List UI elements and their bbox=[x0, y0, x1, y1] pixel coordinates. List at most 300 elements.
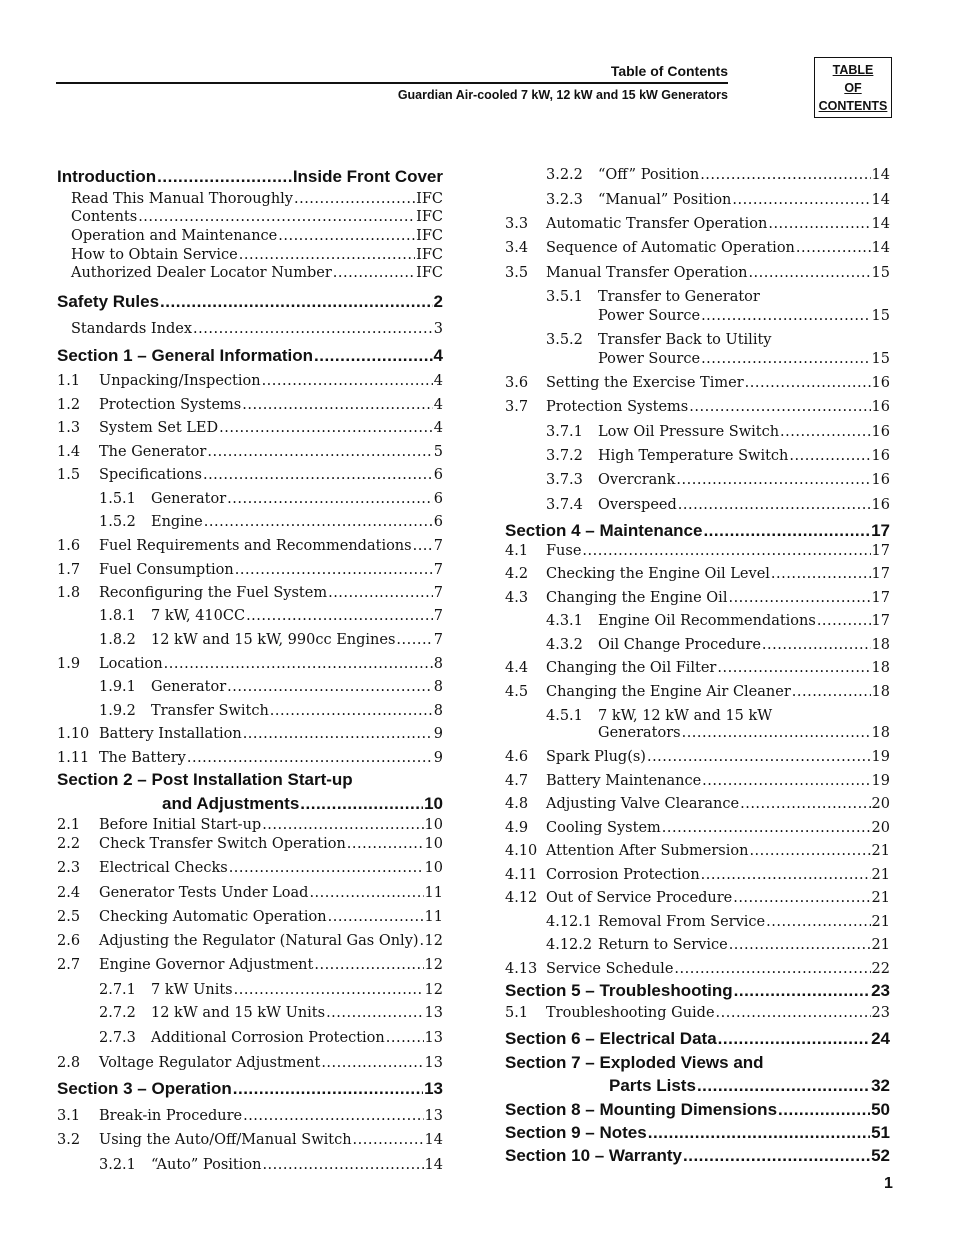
toc-entry-page: 23 bbox=[871, 981, 890, 1000]
dot-leader bbox=[314, 957, 423, 973]
toc-entry-number: 2.7 bbox=[57, 957, 81, 973]
dot-leader bbox=[717, 660, 870, 676]
toc-entry-page: 16 bbox=[871, 448, 890, 464]
toc-entry-label: Section 5 – Troubleshooting bbox=[505, 981, 733, 1000]
toc-entry-number: 1.1 bbox=[57, 373, 81, 389]
dot-leader bbox=[243, 726, 433, 742]
toc-entry bbox=[505, 399, 890, 415]
toc-entry-page: 12 bbox=[424, 957, 443, 973]
toc-entry-number: 2.5 bbox=[57, 909, 81, 925]
toc-entry-label: Parts Lists bbox=[609, 1076, 696, 1095]
toc-entry bbox=[57, 1055, 443, 1071]
toc-entry-label: Fuel Consumption bbox=[99, 562, 234, 578]
toc-section-entry bbox=[505, 1029, 890, 1049]
toc-entry bbox=[505, 216, 890, 232]
toc-entry-label: Out of Service Procedure bbox=[546, 890, 733, 906]
dot-leader bbox=[413, 538, 433, 554]
toc-entry-page: 17 bbox=[871, 566, 890, 582]
toc-entry-page: 3 bbox=[433, 321, 443, 337]
toc-entry-label: Fuse bbox=[546, 543, 582, 559]
toc-entry bbox=[99, 632, 443, 648]
dot-leader bbox=[734, 981, 870, 1001]
toc-entry-label: Return to Service bbox=[598, 937, 728, 953]
dot-leader bbox=[229, 860, 424, 876]
dot-leader bbox=[674, 961, 870, 977]
toc-entry-label: Engine Governor Adjustment bbox=[99, 957, 314, 973]
header-rule bbox=[56, 82, 728, 84]
toc-entry-number: 1.9.2 bbox=[99, 703, 136, 719]
dot-leader bbox=[420, 933, 424, 949]
toc-entry bbox=[57, 817, 443, 833]
toc-entry bbox=[57, 467, 443, 483]
toc-entry-page: 10 bbox=[424, 836, 443, 852]
toc-entry-label: Protection Systems bbox=[546, 399, 689, 415]
toc-entry-page: 16 bbox=[871, 497, 890, 513]
toc-entry-page: 19 bbox=[871, 749, 890, 765]
toc-entry-label: Additional Corrosion Protection bbox=[151, 1030, 385, 1046]
tab-line-1: TABLE bbox=[832, 62, 874, 77]
dot-leader bbox=[227, 679, 433, 695]
toc-section-entry bbox=[505, 1146, 890, 1166]
toc-entry-label: Service Schedule bbox=[546, 961, 674, 977]
toc-entry bbox=[99, 491, 443, 507]
toc-entry-label: System Set LED bbox=[99, 420, 219, 436]
toc-entry-page: 24 bbox=[871, 1029, 890, 1048]
toc-entry-page: 4 bbox=[433, 373, 443, 389]
toc-entry bbox=[57, 909, 443, 925]
toc-entry-number: 5.1 bbox=[505, 1005, 529, 1021]
toc-entry-label: Specifications bbox=[99, 467, 202, 483]
toc-entry-page: 13 bbox=[424, 1108, 443, 1124]
toc-entry-label: The Generator bbox=[99, 444, 207, 460]
toc-entry-label: Reconfiguring the Fuel System bbox=[99, 585, 328, 601]
toc-entry-label: Check Transfer Switch Operation bbox=[99, 836, 346, 852]
dot-leader bbox=[702, 773, 870, 789]
toc-entry bbox=[546, 448, 890, 464]
toc-entry bbox=[57, 538, 443, 554]
toc-entry-page: 18 bbox=[871, 684, 890, 700]
toc-entry-page: 15 bbox=[871, 265, 890, 281]
toc-entry-label: Section 7 – Exploded Views and bbox=[505, 1053, 764, 1072]
toc-entry-page: 21 bbox=[871, 890, 890, 906]
toc-entry bbox=[546, 637, 890, 653]
toc-entry-number: 3.7.2 bbox=[546, 448, 583, 464]
toc-entry-label: Transfer to Generator bbox=[598, 289, 760, 305]
toc-entry bbox=[505, 773, 890, 789]
toc-entry-number: 2.3 bbox=[57, 860, 81, 876]
dot-leader bbox=[817, 613, 871, 629]
toc-section-entry bbox=[57, 770, 443, 790]
toc-entry-label: and Adjustments bbox=[162, 794, 300, 813]
toc-entry bbox=[57, 836, 443, 852]
toc-entry-number: 3.2 bbox=[57, 1132, 81, 1148]
toc-entry-page: IFC bbox=[416, 209, 443, 225]
dot-leader bbox=[326, 1005, 423, 1021]
dot-leader bbox=[682, 725, 871, 741]
dot-leader bbox=[262, 1157, 423, 1173]
toc-entry bbox=[99, 1005, 443, 1021]
toc-entry-page: 8 bbox=[433, 656, 443, 672]
toc-entry-number: 3.5.2 bbox=[546, 332, 583, 348]
toc-entry-number: 2.7.3 bbox=[99, 1030, 136, 1046]
toc-entry-number: 4.4 bbox=[505, 660, 529, 676]
toc-entry bbox=[505, 1005, 890, 1021]
toc-entry-number: 4.12.1 bbox=[546, 914, 593, 930]
toc-entry bbox=[546, 613, 890, 629]
toc-entry-number: 4.2 bbox=[505, 566, 529, 582]
toc-entry-page: 7 bbox=[433, 585, 443, 601]
toc-entry bbox=[546, 497, 890, 513]
toc-entry bbox=[99, 1030, 443, 1046]
toc-entry-label: Voltage Regulator Adjustment bbox=[99, 1055, 321, 1071]
toc-entry-number: 1.3 bbox=[57, 420, 81, 436]
dot-leader bbox=[243, 1108, 423, 1124]
toc-entry-number: 4.5 bbox=[505, 684, 529, 700]
toc-entry bbox=[57, 397, 443, 413]
toc-entry bbox=[71, 209, 443, 225]
toc-entry-number: 4.8 bbox=[505, 796, 529, 812]
toc-entry-page: 7 bbox=[433, 632, 443, 648]
toc-entry-number: 4.12 bbox=[505, 890, 538, 906]
toc-entry-label: Protection Systems bbox=[99, 397, 242, 413]
toc-entry-label: Power Source bbox=[598, 308, 701, 324]
toc-entry-label: Operation and Maintenance bbox=[71, 228, 278, 244]
toc-entry-page: 14 bbox=[871, 192, 890, 208]
dot-leader bbox=[278, 228, 415, 244]
toc-entry-page: 11 bbox=[424, 909, 443, 925]
toc-entry bbox=[546, 192, 890, 208]
toc-entry-number: 3.5.1 bbox=[546, 289, 583, 305]
toc-entry-label: “Off” Position bbox=[598, 167, 700, 183]
dot-leader bbox=[740, 796, 870, 812]
toc-entry-page: 16 bbox=[871, 424, 890, 440]
dot-leader bbox=[233, 1079, 423, 1099]
toc-entry-label: How to Obtain Service bbox=[71, 247, 238, 263]
toc-entry-page: 4 bbox=[433, 346, 443, 365]
toc-entry-page: 17 bbox=[871, 613, 890, 629]
toc-entry bbox=[505, 566, 890, 582]
toc-entry-page: 11 bbox=[424, 885, 443, 901]
tab-line-3: CONTENTS bbox=[818, 98, 888, 113]
dot-leader bbox=[262, 817, 423, 833]
dot-leader bbox=[768, 216, 870, 232]
toc-entry-page: 13 bbox=[424, 1055, 443, 1071]
toc-entry-number: 2.7.2 bbox=[99, 1005, 136, 1021]
dot-leader bbox=[242, 397, 433, 413]
toc-entry bbox=[57, 885, 443, 901]
toc-section-entry bbox=[505, 1100, 890, 1120]
toc-entry-page: 16 bbox=[871, 399, 890, 415]
toc-entry-page: 12 bbox=[424, 933, 443, 949]
toc-entry-page: 8 bbox=[433, 703, 443, 719]
toc-entry-number: 2.6 bbox=[57, 933, 81, 949]
dot-leader bbox=[396, 632, 432, 648]
toc-entry-label: “Auto” Position bbox=[151, 1157, 262, 1173]
toc-entry-page: 17 bbox=[871, 590, 890, 606]
toc-entry-page: 5 bbox=[433, 444, 443, 460]
toc-entry-label: Adjusting the Regulator (Natural Gas Only) bbox=[99, 933, 419, 949]
toc-entry bbox=[505, 543, 890, 559]
toc-entry-number: 1.5.1 bbox=[99, 491, 136, 507]
toc-entry bbox=[71, 321, 443, 337]
toc-entry-number: 3.5 bbox=[505, 265, 529, 281]
toc-section-entry bbox=[505, 1053, 890, 1073]
dot-leader bbox=[683, 1146, 870, 1166]
toc-entry bbox=[505, 749, 890, 765]
dot-leader bbox=[780, 424, 871, 440]
toc-entry-page: 2 bbox=[433, 292, 443, 311]
toc-entry bbox=[505, 265, 890, 281]
toc-entry-label: Battery Maintenance bbox=[546, 773, 702, 789]
toc-entry-label: Removal From Service bbox=[598, 914, 766, 930]
dot-leader bbox=[762, 637, 871, 653]
section-tab-box bbox=[814, 57, 892, 118]
toc-entry-page: 23 bbox=[871, 1005, 890, 1021]
toc-entry bbox=[546, 472, 890, 488]
toc-entry bbox=[57, 562, 443, 578]
toc-entry-page: 16 bbox=[871, 472, 890, 488]
toc-entry-page: 14 bbox=[424, 1132, 443, 1148]
toc-entry-number: 3.6 bbox=[505, 375, 529, 391]
toc-entry bbox=[505, 590, 890, 606]
toc-entry bbox=[598, 351, 890, 367]
toc-entry-number: 4.6 bbox=[505, 749, 529, 765]
toc-entry-number: 4.3.1 bbox=[546, 613, 583, 629]
toc-entry-page: IFC bbox=[416, 191, 443, 207]
toc-entry-number: 4.7 bbox=[505, 773, 529, 789]
toc-entry bbox=[71, 228, 443, 244]
toc-entry-page: 10 bbox=[424, 817, 443, 833]
toc-entry bbox=[505, 684, 890, 700]
toc-entry-label: Power Source bbox=[598, 351, 701, 367]
toc-entry-label: Checking the Engine Oil Level bbox=[546, 566, 770, 582]
toc-entry-page: 21 bbox=[871, 937, 890, 953]
toc-entry bbox=[505, 240, 890, 256]
toc-entry bbox=[57, 1108, 443, 1124]
toc-entry-label: Changing the Engine Air Cleaner bbox=[546, 684, 791, 700]
toc-entry bbox=[505, 796, 890, 812]
toc-entry bbox=[505, 890, 890, 906]
toc-entry-label: Oil Change Procedure bbox=[598, 637, 761, 653]
toc-entry-label: 7 kW, 410CC bbox=[151, 608, 246, 624]
toc-entry-label: Section 8 – Mounting Dimensions bbox=[505, 1100, 778, 1119]
toc-entry-page: 15 bbox=[871, 351, 890, 367]
toc-entry-page: 18 bbox=[871, 637, 890, 653]
toc-entry bbox=[57, 420, 443, 436]
dot-leader bbox=[207, 444, 432, 460]
toc-entry-page: 20 bbox=[871, 820, 890, 836]
dot-leader bbox=[745, 375, 871, 391]
toc-entry-label: Introduction bbox=[57, 167, 157, 186]
toc-section-entry bbox=[57, 1079, 443, 1099]
toc-entry-number: 1.7 bbox=[57, 562, 81, 578]
toc-entry-number: 3.1 bbox=[57, 1108, 81, 1124]
dot-leader bbox=[164, 656, 433, 672]
dot-leader bbox=[160, 292, 432, 312]
toc-entry-number: 4.5.1 bbox=[546, 708, 583, 724]
toc-entry-page: 9 bbox=[433, 750, 443, 766]
dot-leader bbox=[204, 514, 433, 530]
toc-entry bbox=[598, 308, 890, 324]
tab-line-2: OF bbox=[844, 80, 862, 95]
toc-entry-page: 19 bbox=[871, 773, 890, 789]
toc-entry bbox=[505, 375, 890, 391]
toc-entry bbox=[505, 660, 890, 676]
dot-leader bbox=[648, 1123, 870, 1143]
toc-entry-number: 3.7.1 bbox=[546, 424, 583, 440]
toc-entry-page: 13 bbox=[424, 1005, 443, 1021]
toc-entry-label: Read This Manual Thoroughly bbox=[71, 191, 293, 207]
dot-leader bbox=[718, 1029, 870, 1049]
toc-entry-page: IFC bbox=[416, 247, 443, 263]
toc-entry-page: 21 bbox=[871, 843, 890, 859]
toc-entry bbox=[505, 961, 890, 977]
toc-entry-label: Cooling System bbox=[546, 820, 661, 836]
dot-leader bbox=[701, 867, 871, 883]
dot-leader bbox=[328, 585, 433, 601]
toc-entry-number: 4.11 bbox=[505, 867, 538, 883]
toc-entry-number: 2.1 bbox=[57, 817, 81, 833]
toc-entry-label: Section 9 – Notes bbox=[505, 1123, 647, 1142]
dot-leader bbox=[138, 209, 415, 225]
toc-entry bbox=[57, 860, 443, 876]
toc-entry-page: 4 bbox=[433, 420, 443, 436]
dot-leader bbox=[789, 448, 870, 464]
toc-entry-number: 3.4 bbox=[505, 240, 529, 256]
toc-entry-label: Transfer Switch bbox=[151, 703, 269, 719]
toc-entry-number: 4.3 bbox=[505, 590, 529, 606]
dot-leader bbox=[703, 521, 870, 541]
toc-entry-page: 8 bbox=[433, 679, 443, 695]
toc-entry-label: Generator bbox=[151, 491, 227, 507]
toc-entry bbox=[505, 867, 890, 883]
dot-leader bbox=[294, 191, 415, 207]
dot-leader bbox=[321, 1055, 423, 1071]
toc-entry bbox=[546, 167, 890, 183]
toc-section-entry bbox=[57, 167, 443, 187]
toc-entry-label: Section 6 – Electrical Data bbox=[505, 1029, 717, 1048]
toc-entry-number: 1.8.2 bbox=[99, 632, 136, 648]
toc-entry bbox=[71, 265, 443, 281]
dot-leader bbox=[227, 491, 433, 507]
toc-entry bbox=[57, 585, 443, 601]
toc-entry-number: 1.4 bbox=[57, 444, 81, 460]
toc-entry-label: Fuel Requirements and Recommendations bbox=[99, 538, 412, 554]
toc-entry-number: 1.10 bbox=[57, 726, 90, 742]
toc-entry-number: 4.10 bbox=[505, 843, 538, 859]
toc-entry-label: Changing the Engine Oil bbox=[546, 590, 728, 606]
dot-leader bbox=[728, 590, 870, 606]
toc-entry-page: 13 bbox=[424, 1030, 443, 1046]
toc-entry-page: 6 bbox=[433, 467, 443, 483]
dot-leader bbox=[193, 321, 433, 337]
dot-leader bbox=[700, 167, 870, 183]
toc-entry-label: Standards Index bbox=[71, 321, 193, 337]
toc-section-entry bbox=[505, 1123, 890, 1143]
toc-entry bbox=[546, 332, 890, 348]
toc-entry-number: 3.7 bbox=[505, 399, 529, 415]
toc-entry-label: Section 2 – Post Installation Start-up bbox=[57, 770, 353, 789]
toc-entry-number: 2.2 bbox=[57, 836, 81, 852]
dot-leader bbox=[333, 265, 415, 281]
toc-entry bbox=[57, 957, 443, 973]
toc-entry-number: 1.8 bbox=[57, 585, 81, 601]
toc-entry-label: Spark Plug(s) bbox=[546, 749, 646, 765]
toc-entry-page: 10 bbox=[424, 794, 443, 813]
toc-entry-label: Authorized Dealer Locator Number bbox=[71, 265, 332, 281]
dot-leader bbox=[732, 192, 870, 208]
toc-entry-label: Adjusting Valve Clearance bbox=[546, 796, 740, 812]
toc-section-entry bbox=[57, 292, 443, 312]
toc-entry-label: Corrosion Protection bbox=[546, 867, 700, 883]
toc-entry-label: 7 kW, 12 kW and 15 kW bbox=[598, 708, 773, 724]
dot-leader bbox=[771, 566, 871, 582]
toc-entry bbox=[546, 914, 890, 930]
toc-entry-label: Sequence of Automatic Operation bbox=[546, 240, 795, 256]
toc-entry-label: Section 10 – Warranty bbox=[505, 1146, 682, 1165]
toc-entry-number: 1.8.1 bbox=[99, 608, 136, 624]
toc-entry-number: 2.8 bbox=[57, 1055, 81, 1071]
toc-entry bbox=[99, 982, 443, 998]
toc-entry bbox=[99, 514, 443, 530]
dot-leader bbox=[697, 1076, 870, 1096]
toc-entry-label: Break-in Procedure bbox=[99, 1108, 243, 1124]
toc-entry-page: 51 bbox=[871, 1123, 890, 1142]
dot-leader bbox=[234, 982, 424, 998]
toc-entry-page: IFC bbox=[416, 265, 443, 281]
dot-leader bbox=[203, 467, 433, 483]
dot-leader bbox=[701, 308, 870, 324]
dot-leader bbox=[239, 247, 415, 263]
toc-entry-number: 2.7.1 bbox=[99, 982, 136, 998]
toc-entry-label: Location bbox=[99, 656, 163, 672]
toc-entry-label: Generator Tests Under Load bbox=[99, 885, 309, 901]
toc-entry-page: 15 bbox=[871, 308, 890, 324]
toc-entry-number: 1.9.1 bbox=[99, 679, 136, 695]
toc-entry-label: Setting the Exercise Timer bbox=[546, 375, 744, 391]
toc-entry bbox=[57, 750, 443, 766]
toc-entry-label: Transfer Back to Utility bbox=[598, 332, 772, 348]
toc-entry-label: Manual Transfer Operation bbox=[546, 265, 748, 281]
toc-entry bbox=[99, 1157, 443, 1173]
toc-entry-page: 14 bbox=[871, 240, 890, 256]
toc-entry bbox=[546, 424, 890, 440]
toc-entry-number: 3.2.1 bbox=[99, 1157, 136, 1173]
toc-entry-number: 1.6 bbox=[57, 538, 81, 554]
running-header-subtitle: Guardian Air-cooled 7 kW, 12 kW and 15 kW Generators bbox=[397, 88, 728, 102]
toc-entry-label: Engine Oil Recommendations bbox=[598, 613, 816, 629]
toc-entry-page: 12 bbox=[424, 982, 443, 998]
dot-leader bbox=[219, 420, 433, 436]
toc-entry-page: 32 bbox=[871, 1076, 890, 1095]
dot-leader bbox=[246, 608, 433, 624]
toc-entry-number: 3.2.2 bbox=[546, 167, 583, 183]
toc-entry-number: 3.7.3 bbox=[546, 472, 583, 488]
toc-entry-number: 3.7.4 bbox=[546, 497, 583, 513]
toc-section-entry bbox=[162, 794, 443, 814]
toc-entry bbox=[505, 843, 890, 859]
toc-entry-page: 6 bbox=[433, 514, 443, 530]
toc-entry-label: 12 kW and 15 kW Units bbox=[151, 1005, 326, 1021]
dot-leader bbox=[749, 843, 870, 859]
toc-entry-label: 7 kW Units bbox=[151, 982, 233, 998]
toc-section-entry bbox=[57, 346, 443, 366]
toc-entry-label: “Manual” Position bbox=[598, 192, 732, 208]
toc-entry-label: Battery Installation bbox=[99, 726, 242, 742]
toc-entry bbox=[57, 444, 443, 460]
toc-entry-label: The Battery bbox=[99, 750, 186, 766]
toc-entry-page: 52 bbox=[871, 1146, 890, 1165]
